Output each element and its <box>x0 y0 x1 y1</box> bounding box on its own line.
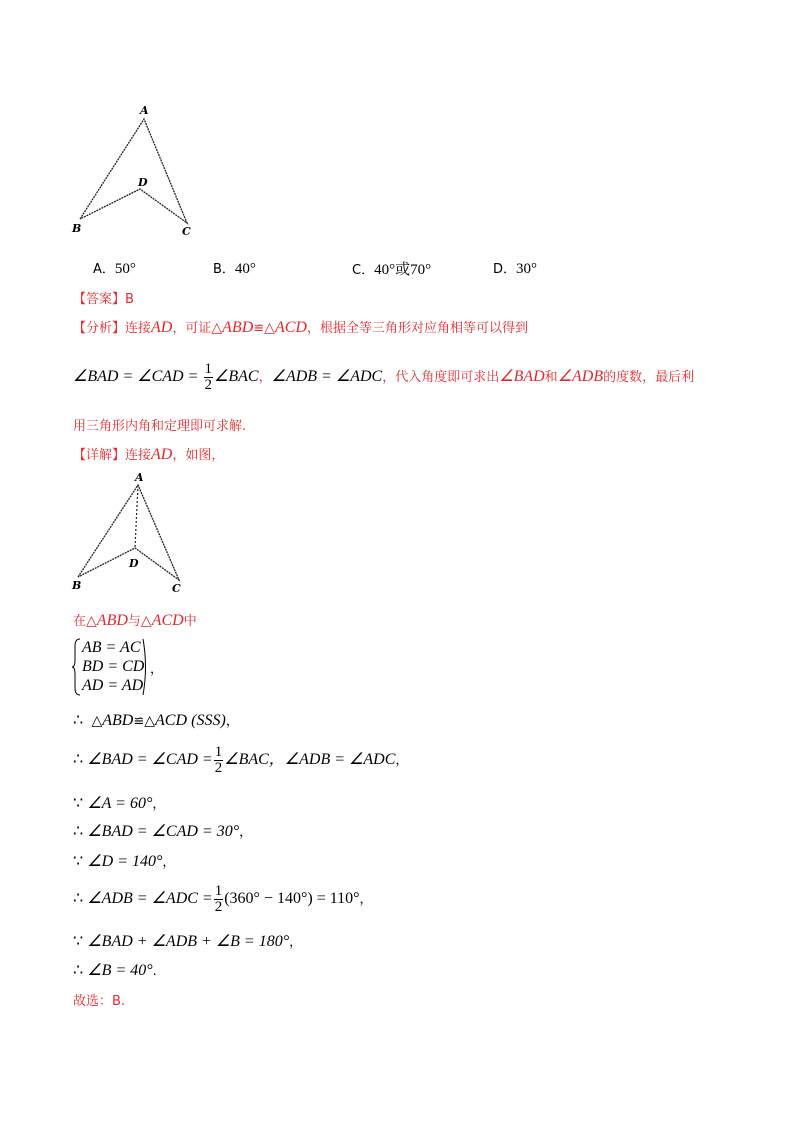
equation: ∠BAD = ∠CAD = <box>87 751 213 768</box>
figure-triangle-abdc <box>66 100 206 240</box>
analysis-text: 连接 <box>125 321 152 336</box>
detail-text: 连接 <box>125 448 152 463</box>
triangle-icon: △ <box>211 320 223 336</box>
analysis-line-2 <box>73 362 694 393</box>
punctuation: ， <box>225 714 239 729</box>
fraction-denominator: 2 <box>214 760 223 776</box>
option-c-letter: C． <box>352 263 375 278</box>
label-c: C <box>182 225 191 238</box>
answer-line <box>73 288 134 307</box>
fraction-numerator: 1 <box>214 744 223 760</box>
equation: ∠BAC <box>224 751 269 768</box>
triangle-icon: △ <box>264 320 275 336</box>
fraction-half <box>214 884 224 915</box>
punctuation: ， <box>289 935 303 950</box>
fraction-numerator: 1 <box>204 361 213 377</box>
fraction-denominator: 2 <box>214 899 223 915</box>
proof-step-2 <box>73 745 408 776</box>
equation: ∠ADB = ∠ADC = <box>87 890 213 907</box>
because-symbol: ∵ <box>73 853 84 870</box>
analysis-tag: 【分析】 <box>73 321 126 336</box>
option-a-letter: A． <box>93 262 115 277</box>
equation: ，∠ADB = ∠ADC <box>268 751 396 768</box>
option-b-letter: B． <box>213 262 235 277</box>
label-c: C <box>172 582 181 595</box>
segment-ad: AD <box>151 319 173 336</box>
triangle-acd: ACD <box>155 712 188 729</box>
quadrilateral-diagram-ad <box>66 470 206 598</box>
proof-step-4 <box>73 821 252 841</box>
equation-system <box>72 638 164 695</box>
system-row: AD = AD <box>82 677 144 694</box>
proof-step-1 <box>73 710 239 730</box>
triangle-acd: ACD <box>151 612 184 629</box>
equation: ∠D = 140° <box>87 853 163 870</box>
system-row: BD = CD <box>82 658 145 675</box>
proof-step-7 <box>73 931 302 951</box>
detail-line <box>73 444 224 464</box>
label-b: B <box>72 222 82 235</box>
punctuation: ， <box>359 892 373 907</box>
proof-step-6 <box>73 884 373 915</box>
equation: ∠ADB <box>557 368 604 385</box>
because-symbol: ∵ <box>73 795 84 812</box>
punctuation: ， <box>239 825 253 840</box>
equation: ∠BAD <box>499 368 545 385</box>
congruent-symbol: ≌ <box>253 321 265 336</box>
detail-text: ，如图， <box>172 448 225 463</box>
proof-intro <box>73 610 197 630</box>
conclusion: 故选：B. <box>73 994 126 1009</box>
label-d: D <box>138 176 148 189</box>
proof-text: 在 <box>73 614 87 629</box>
answer-tag: 【答案】 <box>73 292 126 307</box>
triangle-abd: ABD <box>96 612 128 629</box>
punctuation: . <box>152 964 157 979</box>
triangle-icon: △ <box>144 713 156 729</box>
option-d-letter: D． <box>493 262 517 277</box>
option-a-value: 50° <box>114 261 136 277</box>
equation: (360° − 140°) = 110° <box>224 890 360 907</box>
fraction-half <box>214 745 224 776</box>
analysis-text: ，可证 <box>172 321 212 336</box>
triangle-icon: △ <box>91 713 103 729</box>
proof-step-5 <box>73 851 175 871</box>
equation: ∠A = 60° <box>87 795 153 812</box>
quadrilateral-diagram <box>66 100 206 240</box>
system-row: AB = AC <box>82 639 141 656</box>
left-brace <box>72 638 82 696</box>
separator: ， <box>258 370 272 385</box>
label-a: A <box>135 471 144 484</box>
segment-ad: AD <box>151 446 173 463</box>
option-d-value: 30° <box>516 261 538 277</box>
therefore-symbol: ∴ <box>73 712 84 729</box>
answer-value: B <box>125 292 134 307</box>
label-b: B <box>72 579 82 592</box>
detail-tag: 【详解】 <box>73 448 126 463</box>
analysis-text: 和 <box>544 370 558 385</box>
proof-text: 中 <box>183 614 197 629</box>
equation: ∠B = 40° <box>87 962 153 979</box>
fraction-half <box>204 362 214 393</box>
equation: ∠ADB = ∠ADC <box>271 368 383 385</box>
equation: ∠BAD + ∠ADB + ∠B = 180° <box>87 933 290 950</box>
triangle-icon: △ <box>86 613 97 629</box>
analysis-line-3: 用三角形内角和定理即可求解. <box>73 419 247 434</box>
option-d <box>493 258 537 278</box>
analysis-text: ，根据全等三角形对应角相等可以得到 <box>306 321 528 336</box>
option-c-value: 40°或70° <box>374 262 432 278</box>
therefore-symbol: ∴ <box>73 962 84 979</box>
congruent-symbol: ≌ <box>133 714 145 729</box>
triangle-abd: ABD <box>222 319 254 336</box>
option-c <box>352 258 431 279</box>
proof-step-8 <box>73 960 157 980</box>
punctuation: ， <box>162 855 176 870</box>
proof-text: 与 <box>127 614 141 629</box>
therefore-symbol: ∴ <box>73 823 84 840</box>
analysis-text: 的度数，最后利 <box>603 370 695 385</box>
analysis-text: ，代入角度即可求出 <box>382 370 500 385</box>
analysis-line-1 <box>73 317 528 337</box>
equation: ∠BAD = ∠CAD = <box>73 368 199 385</box>
equation: ∠BAD = ∠CAD = 30° <box>87 823 240 840</box>
label-d: D <box>129 557 139 570</box>
fraction-numerator: 1 <box>214 883 223 899</box>
fraction-denominator: 2 <box>204 377 213 393</box>
triangle-acd: ACD <box>274 319 307 336</box>
punctuation: ， <box>152 797 166 812</box>
option-b <box>213 258 256 278</box>
because-symbol: ∵ <box>73 933 84 950</box>
therefore-symbol: ∴ <box>73 890 84 907</box>
label-a: A <box>140 104 149 117</box>
right-paren <box>142 638 150 696</box>
figure-with-ad <box>66 470 206 602</box>
option-b-value: 40° <box>234 261 256 277</box>
sss-criterion: (SSS) <box>191 712 226 729</box>
triangle-icon: △ <box>140 613 152 629</box>
option-a <box>93 258 136 278</box>
punctuation: ， <box>150 661 164 676</box>
proof-step-3 <box>73 793 165 813</box>
punctuation: ， <box>395 753 409 768</box>
equation: ∠BAC <box>214 368 259 385</box>
therefore-symbol: ∴ <box>73 751 84 768</box>
triangle-abd: ABD <box>102 712 134 729</box>
